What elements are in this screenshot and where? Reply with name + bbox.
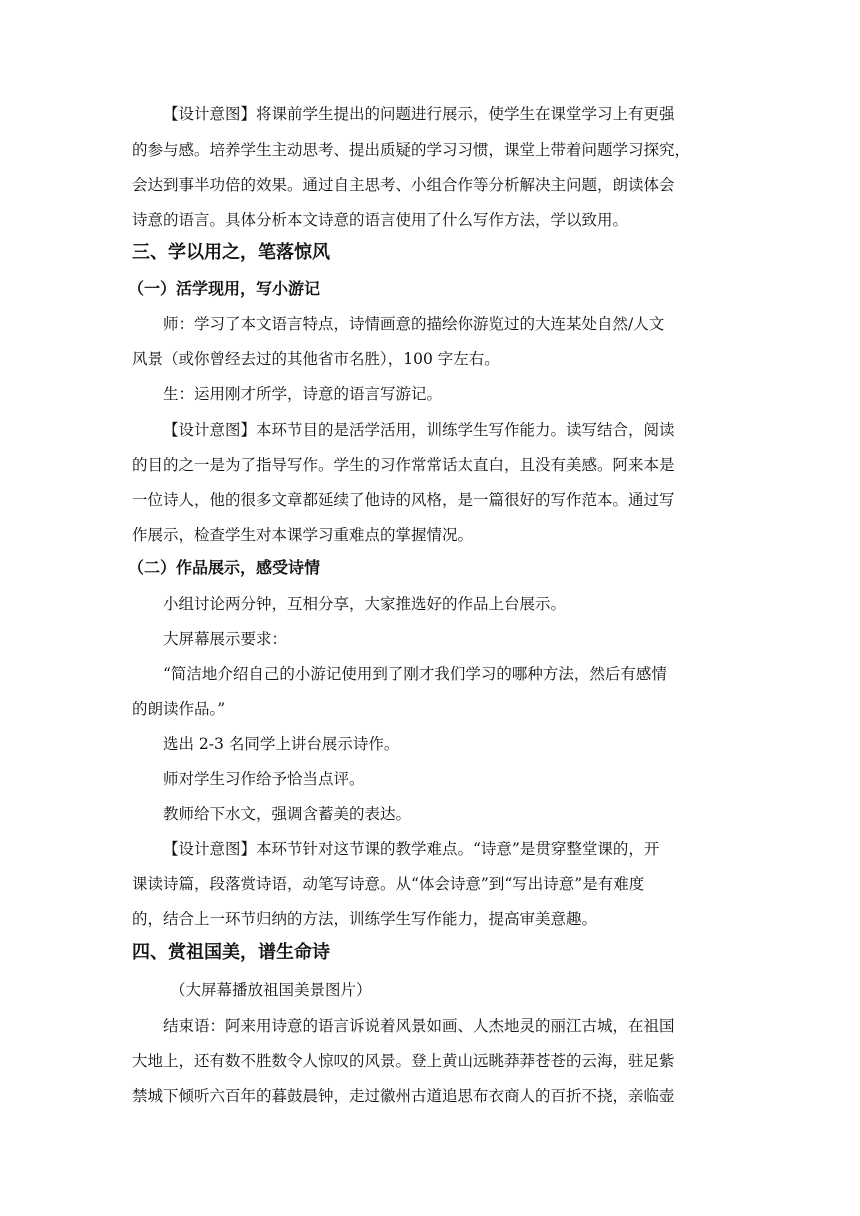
design-intent-paragraph-1-line-3: 会达到事半功倍的效果。通过自主思考、小组合作等分析解决主问题，朗读体会 <box>132 176 675 194</box>
design-intent-paragraph-3-line-3: 的，结合上一环节归纳的方法，训练学生写作能力，提高审美意趣。 <box>132 910 598 928</box>
section-heading-3: 三、学以用之，笔落惊风 <box>132 242 330 263</box>
design-intent-paragraph-2-line-2: 的目的之一是为了指导写作。学生的习作常常话太直白，且没有美感。阿来本是 <box>132 456 675 474</box>
group-discussion-text: 小组讨论两分钟，互相分享，大家推选好的作品上台展示。 <box>163 595 567 613</box>
teacher-prompt-line-1: 师：学习了本文语言特点，诗情画意的描绘你游览过的大连某处自然/人文 <box>163 315 665 333</box>
requirement-quote-line-1: “简洁地介绍自己的小游记使用到了刚才我们学习的哪种方法，然后有感情 <box>163 665 667 683</box>
screen-playback-note: （大屏幕播放祖国美景图片） <box>170 981 372 999</box>
subsection-heading-3-2: （二）作品展示，感受诗情 <box>128 558 321 577</box>
student-response: 生：运用刚才所学，诗意的语言写游记。 <box>163 385 443 403</box>
design-intent-paragraph-2-line-4: 作展示，检查学生对本课学习重难点的掌握情况。 <box>132 526 474 544</box>
design-intent-paragraph-3-line-2: 课读诗篇，段落赏诗语，动笔写诗意。从“体会诗意”到“写出诗意”是有难度 <box>132 875 645 893</box>
teacher-sample-text: 教师给下水文，强调含蓄美的表达。 <box>163 805 412 823</box>
closing-remarks-line-1: 结束语：阿来用诗意的语言诉说着风景如画、人杰地灵的丽江古城，在祖国 <box>163 1017 675 1035</box>
design-intent-paragraph-1-line-2: 的参与感。培养学生主动思考、提出质疑的学习习惯，课堂上带着问题学习探究， <box>132 141 691 159</box>
subsection-heading-3-1: （一）活学现用，写小游记 <box>128 279 321 298</box>
closing-remarks-line-3: 禁城下倾听六百年的暮鼓晨钟，走过徽州古道追思布衣商人的百折不挠，亲临壶 <box>132 1087 675 1105</box>
design-intent-paragraph-3-line-1: 【设计意图】本环节针对这节课的教学难点。“诗意”是贯穿整堂课的，开 <box>163 840 660 858</box>
select-students-text: 选出 2-3 名同学上讲台展示诗作。 <box>163 735 400 753</box>
design-intent-paragraph-2-line-1: 【设计意图】本环节目的是活学活用，训练学生写作能力。读写结合，阅读 <box>163 421 675 439</box>
screen-requirement-label: 大屏幕展示要求： <box>163 630 288 648</box>
design-intent-paragraph-2-line-3: 一位诗人，他的很多文章都延续了他诗的风格，是一篇很好的写作范本。通过写 <box>132 491 675 509</box>
requirement-quote-line-2: 的朗读作品。” <box>132 700 226 718</box>
design-intent-paragraph-1-line-4: 诗意的语言。具体分析本文诗意的语言使用了什么写作方法，学以致用。 <box>132 211 629 229</box>
teacher-prompt-line-2: 风景（或你曾经去过的其他省市名胜），100 字左右。 <box>132 350 500 368</box>
closing-remarks-line-2: 大地上，还有数不胜数令人惊叹的风景。登上黄山远眺莽莽苍苍的云海，驻足紫 <box>132 1052 675 1070</box>
section-heading-4: 四、赏祖国美，谱生命诗 <box>132 942 330 963</box>
teacher-comment-text: 师对学生习作给予恰当点评。 <box>163 770 365 788</box>
design-intent-paragraph-1-line-1: 【设计意图】将课前学生提出的问题进行展示，使学生在课堂学习上有更强 <box>163 105 675 123</box>
